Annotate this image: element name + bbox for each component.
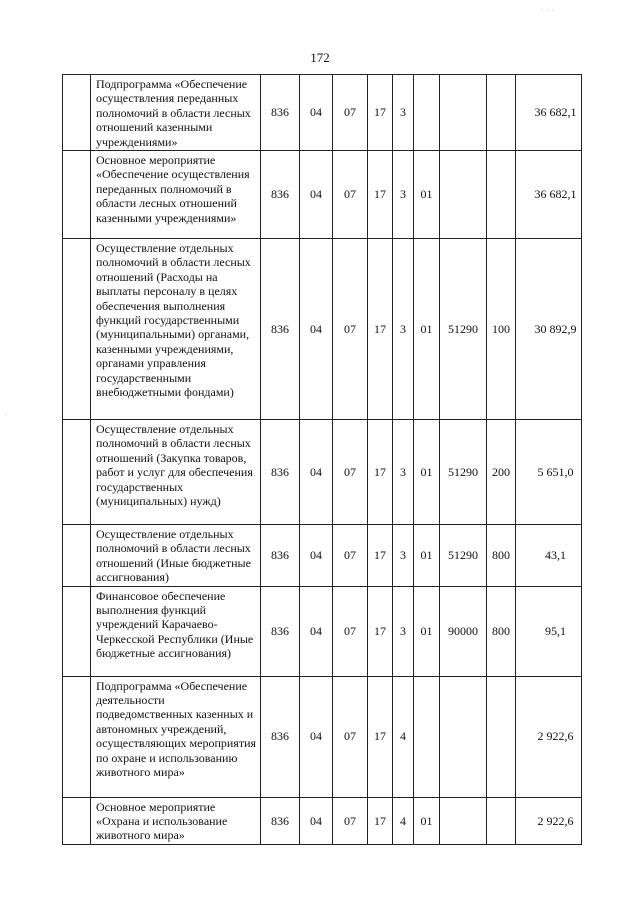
blank-cell [63, 797, 91, 844]
budget-table [62, 74, 582, 845]
item-name: Финансовое обеспечение выполнения функций учреждений Карачаево-Черкесской Республики (Иные бюджетные ассигнования) [91, 586, 261, 676]
amount: 2 922,6 [516, 797, 582, 844]
direction-code [440, 75, 487, 151]
table-row [63, 75, 582, 151]
blank-cell [63, 151, 91, 239]
expense-type-code [487, 797, 516, 844]
program-code: 17 [368, 797, 393, 844]
amount: 2 922,6 [516, 676, 582, 797]
event-code [414, 676, 440, 797]
page-number: 172 [310, 50, 330, 65]
direction-code: 90000 [440, 586, 487, 676]
subsection-code: 07 [333, 75, 368, 151]
program-code: 17 [368, 586, 393, 676]
item-name: Основное мероприятие «Охрана и использование животного мира» [91, 797, 261, 844]
item-name: Подпрограмма «Обеспечение деятельности подведомственных казенных и автономных учреждений, осуществляющих мероприятия по охране и использованию животного мира» [91, 676, 261, 797]
subprogram-code: 3 [393, 420, 414, 525]
amount: 30 892,9 [516, 239, 582, 420]
blank-cell [63, 75, 91, 151]
gov-code: 836 [261, 75, 300, 151]
gov-code: 836 [261, 586, 300, 676]
program-code: 17 [368, 239, 393, 420]
expense-type-code [487, 75, 516, 151]
program-code: 17 [368, 151, 393, 239]
amount: 95,1 [516, 586, 582, 676]
table-row [63, 586, 582, 676]
gov-code: 836 [261, 525, 300, 587]
section-code: 04 [300, 75, 333, 151]
subprogram-code: 3 [393, 586, 414, 676]
expense-type-code: 800 [487, 586, 516, 676]
amount: 43,1 [516, 525, 582, 587]
subprogram-code: 4 [393, 797, 414, 844]
direction-code: 51290 [440, 525, 487, 587]
program-code: 17 [368, 75, 393, 151]
amount: 5 651,0 [516, 420, 582, 525]
program-code: 17 [368, 525, 393, 587]
section-code: 04 [300, 797, 333, 844]
gov-code: 836 [261, 239, 300, 420]
blank-cell [63, 676, 91, 797]
table-row [63, 797, 582, 844]
amount: 36 682,1 [516, 75, 582, 151]
section-code: 04 [300, 525, 333, 587]
subprogram-code: 3 [393, 239, 414, 420]
item-name: Основное мероприятие «Обеспечение осуществления переданных полномочий в области лесных отношений казенными учреждениями» [91, 151, 261, 239]
blank-cell [63, 586, 91, 676]
blank-cell [63, 420, 91, 525]
program-code: 17 [368, 676, 393, 797]
table-body [63, 75, 582, 845]
event-code [414, 75, 440, 151]
event-code: 01 [414, 239, 440, 420]
amount: 36 682,1 [516, 151, 582, 239]
table-row [63, 420, 582, 525]
subsection-code: 07 [333, 239, 368, 420]
blank-cell [63, 239, 91, 420]
blank-cell [63, 525, 91, 587]
item-name: Осуществление отдельных полномочий в области лесных отношений (Иные бюджетные ассигнования) [91, 525, 261, 587]
gov-code: 836 [261, 797, 300, 844]
subsection-code: 07 [333, 676, 368, 797]
section-code: 04 [300, 676, 333, 797]
event-code: 01 [414, 525, 440, 587]
item-name: Осуществление отдельных полномочий в области лесных отношений (Закупка товаров, работ и услуг для обеспечения государственных (муниципальных) нужд) [91, 420, 261, 525]
subsection-code: 07 [333, 797, 368, 844]
gov-code: 836 [261, 676, 300, 797]
expense-type-code [487, 676, 516, 797]
expense-type-code [487, 151, 516, 239]
gov-code: 836 [261, 420, 300, 525]
expense-type-code: 800 [487, 525, 516, 587]
subsection-code: 07 [333, 420, 368, 525]
section-code: 04 [300, 151, 333, 239]
direction-code [440, 151, 487, 239]
subsection-code: 07 [333, 151, 368, 239]
section-code: 04 [300, 239, 333, 420]
subsection-code: 07 [333, 586, 368, 676]
scan-artifact: · · · [540, 6, 555, 16]
section-code: 04 [300, 586, 333, 676]
subprogram-code: 3 [393, 525, 414, 587]
subprogram-code: 4 [393, 676, 414, 797]
subprogram-code: 3 [393, 75, 414, 151]
direction-code: 51290 [440, 420, 487, 525]
event-code: 01 [414, 420, 440, 525]
event-code: 01 [414, 797, 440, 844]
program-code: 17 [368, 420, 393, 525]
table-row [63, 239, 582, 420]
item-name: Осуществление отдельных полномочий в области лесных отношений (Расходы на выплаты персоналу в целях обеспечения выполнения функций государственными (муниципальными) органами, казенными учреждениями, органами управления государственными внебюджетными фондами) [91, 239, 261, 420]
subprogram-code: 3 [393, 151, 414, 239]
expense-type-code: 200 [487, 420, 516, 525]
table-row [63, 525, 582, 587]
direction-code [440, 676, 487, 797]
event-code: 01 [414, 586, 440, 676]
event-code: 01 [414, 151, 440, 239]
subsection-code: 07 [333, 525, 368, 587]
section-code: 04 [300, 420, 333, 525]
table-row [63, 676, 582, 797]
direction-code [440, 797, 487, 844]
table-row [63, 151, 582, 239]
scan-artifact: · [4, 410, 7, 420]
direction-code: 51290 [440, 239, 487, 420]
expense-type-code: 100 [487, 239, 516, 420]
gov-code: 836 [261, 151, 300, 239]
item-name: Подпрограмма «Обеспечение осуществления переданных полномочий в области лесных отношений казенными учреждениями» [91, 75, 261, 151]
